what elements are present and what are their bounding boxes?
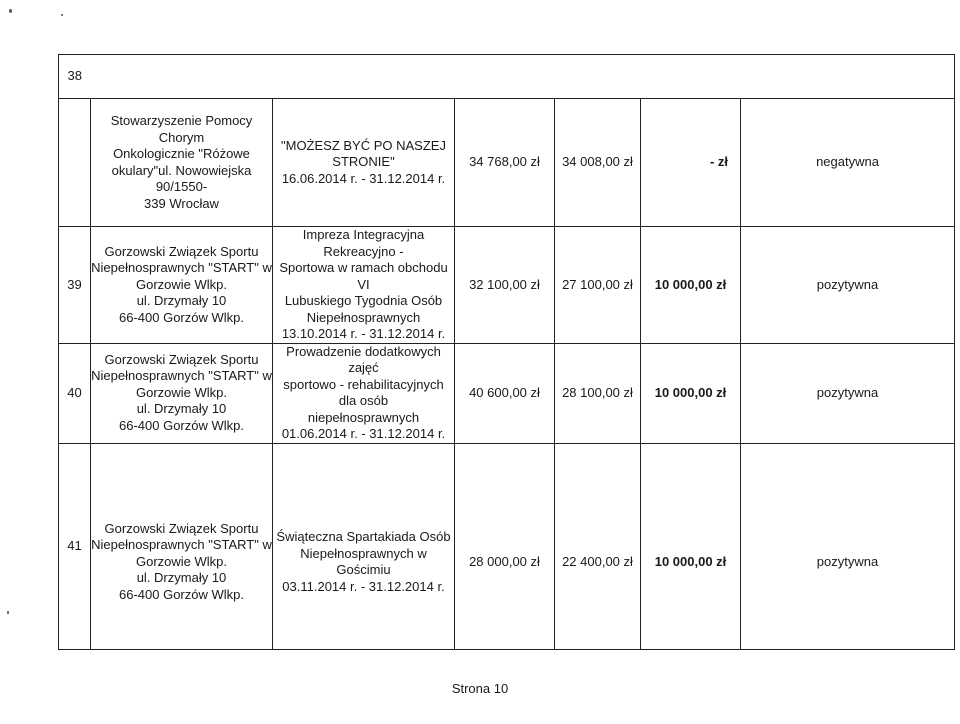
opinion: pozytywna (816, 384, 879, 400)
total-cost: 28 100,00 zł (562, 384, 633, 400)
total-cost-cell (555, 227, 641, 344)
organization-text: Gorzowski Związek Sportu Niepełnosprawnych "START" w Gorzowie Wlkp. ul. Drzymały 10 66-400 Gorzów Wlkp. (91, 520, 272, 602)
task-cell (273, 343, 455, 443)
total-cost-cell (555, 343, 641, 443)
granted-amount: 10 000,00 zł (654, 553, 727, 569)
lp-38: 38 (59, 55, 91, 99)
table-row-38-header (59, 55, 955, 99)
opinion-cell (741, 443, 955, 649)
table-row-41 (59, 443, 955, 649)
opinion: pozytywna (816, 276, 879, 292)
organization-cell (91, 443, 273, 649)
granted-amount-cell (641, 227, 741, 344)
task-cell (273, 227, 455, 344)
requested-amount-cell (455, 227, 555, 344)
task-cell (273, 443, 455, 649)
task-text: Prowadzenie dodatkowych zajęć sportowo - rehabilitacyjnych dla osób niepełnosprawnych 01.06.2014 r. - 31.12.2014 r. (281, 343, 446, 441)
opinion-cell (741, 227, 955, 344)
organization-cell (91, 227, 273, 344)
scan-speck (9, 9, 12, 13)
table-row-40 (59, 343, 955, 443)
requested-amount-cell (455, 443, 555, 649)
granted-amount-cell (641, 99, 741, 227)
granted-amount: - zł (709, 154, 728, 170)
scan-speck (7, 611, 9, 614)
total-cost: 27 100,00 zł (562, 276, 633, 292)
organization-text: Stowarzyszenie Pomocy Chorym Onkologicznie "Różowe okulary"ul. Nowowiejska 90/1550- 339 Wrocław (110, 113, 253, 211)
granted-amount-cell (641, 343, 741, 443)
opinion: negatywna (816, 154, 879, 170)
opinion-cell (741, 99, 955, 227)
organization-cell (91, 343, 273, 443)
lp-39: 39 (59, 227, 91, 344)
requested-amount: 32 100,00 zł (469, 276, 540, 292)
lp-41: 41 (59, 443, 91, 649)
table-row-39 (59, 227, 955, 344)
organization-text: Gorzowski Związek Sportu Niepełnosprawnych "START" w Gorzowie Wlkp. ul. Drzymały 10 66-400 Gorzów Wlkp. (91, 351, 272, 433)
opinion-cell (741, 343, 955, 443)
requested-amount: 28 000,00 zł (469, 553, 540, 569)
organization-cell (91, 99, 273, 227)
total-cost-cell (555, 99, 641, 227)
scan-speck (61, 14, 63, 16)
task-text: Impreza Integracyjna Rekreacyjno - Sportowa w ramach obchodu VI Lubuskiego Tygodnia Osób Niepełnosprawnych 13.10.2014 r. - 31.12.2014 r. (279, 227, 448, 341)
granted-amount: 10 000,00 zł (654, 276, 727, 292)
page-number: Strona 10 (451, 681, 509, 696)
granted-amount: 10 000,00 zł (654, 384, 727, 400)
requested-amount: 34 768,00 zł (469, 154, 540, 170)
organization-text: Gorzowski Związek Sportu Niepełnosprawnych "START" w Gorzowie Wlkp. ul. Drzymały 10 66-400 Gorzów Wlkp. (91, 243, 272, 325)
requested-amount: 40 600,00 zł (469, 384, 540, 400)
lp-38-cont (59, 99, 91, 227)
opinion: pozytywna (816, 553, 879, 569)
task-text: "MOŻESZ BYĆ PO NASZEJ STRONIE" 16.06.2014 r. - 31.12.2014 r. (281, 137, 446, 186)
applications-table (58, 54, 955, 650)
task-cell (273, 99, 455, 227)
total-cost: 22 400,00 zł (562, 553, 633, 569)
task-text: Świąteczna Spartakiada Osób Niepełnosprawnych w Gościmiu 03.11.2014 r. - 31.12.2014 r. (276, 529, 451, 594)
granted-amount-cell (641, 443, 741, 649)
requested-amount-cell (455, 343, 555, 443)
total-cost: 34 008,00 zł (562, 154, 633, 170)
row-38-top-spacer (91, 55, 955, 99)
lp-40: 40 (59, 343, 91, 443)
requested-amount-cell (455, 99, 555, 227)
total-cost-cell (555, 443, 641, 649)
table-row-38 (59, 99, 955, 227)
